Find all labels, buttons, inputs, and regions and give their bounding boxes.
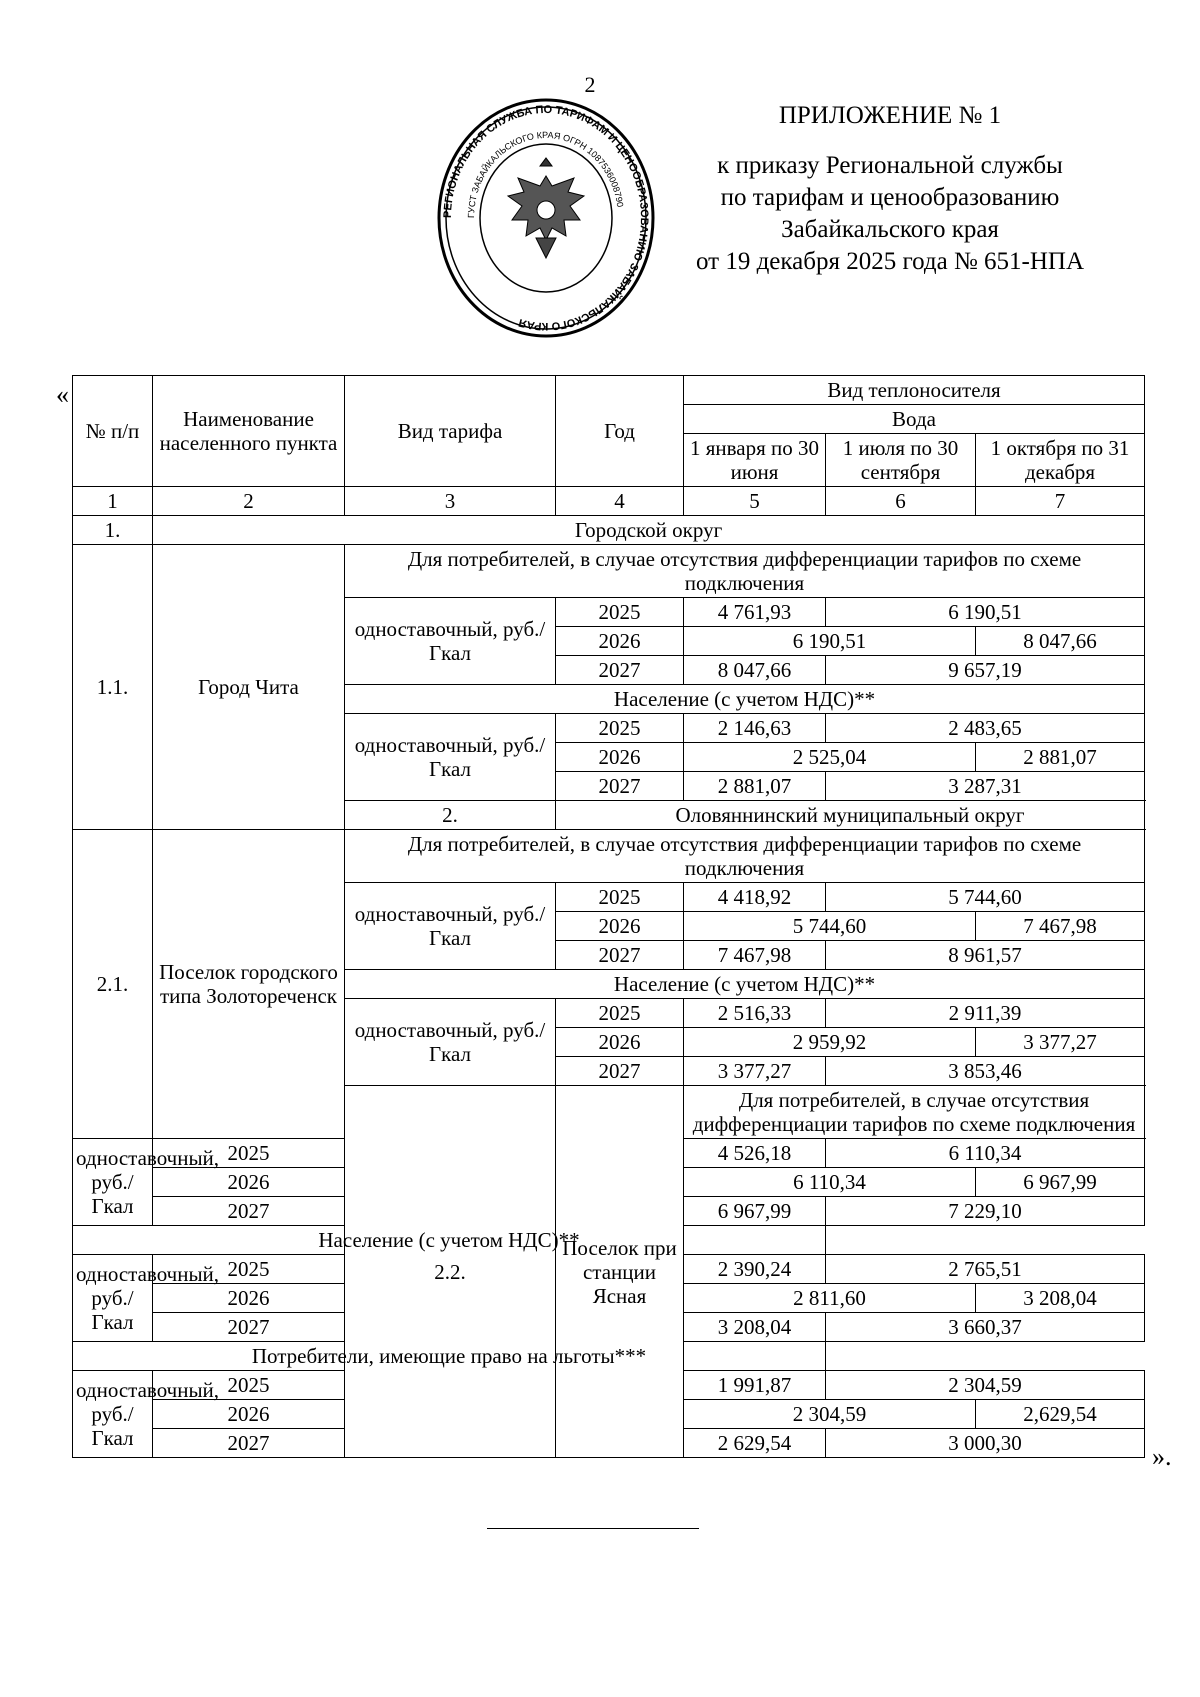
group-label: Для потребителей, в случае отсутствия дифференциации тарифов по схеме подключения — [345, 830, 1145, 883]
row-num: 1.1. — [73, 545, 153, 830]
tariff-value: 5 744,60 — [684, 912, 976, 941]
tariff-value: 2 881,07 — [976, 743, 1145, 772]
header-line: Забайкальского края — [781, 216, 999, 243]
tariff-type: одноставочный, руб./Гкал — [73, 1371, 153, 1458]
tariff-value: 3 287,31 — [826, 772, 1145, 801]
column-numbers-row — [73, 487, 1145, 516]
tariff-value: 2 146,63 — [684, 714, 826, 743]
tariff-type: одноставочный, руб./Гкал — [345, 883, 556, 970]
section-row — [73, 516, 1145, 545]
tariff-value: 2 525,04 — [684, 743, 976, 772]
row-num: 2.1. — [73, 830, 153, 1139]
header-period-2: 1 июля по 30 сентября — [826, 434, 976, 487]
year-cell: 2026 — [153, 1284, 345, 1313]
header-line: по тарифам и ценообразованию — [720, 184, 1060, 211]
year-cell: 2025 — [556, 883, 684, 912]
tariff-value: 2 304,59 — [684, 1400, 976, 1429]
header-line: от 19 декабря 2025 года № 651-НПА — [695, 248, 1085, 275]
tariff-value: 7 467,98 — [976, 912, 1145, 941]
year-cell: 2027 — [556, 656, 684, 685]
year-cell: 2027 — [153, 1429, 345, 1458]
year-cell: 2027 — [556, 1057, 684, 1086]
eagle-emblem-icon — [508, 158, 584, 258]
year-cell: 2026 — [153, 1400, 345, 1429]
tariff-value: 2 629,54 — [684, 1429, 826, 1458]
footer-divider — [487, 1528, 699, 1529]
tariff-value: 3 377,27 — [976, 1028, 1145, 1057]
header-year: Год — [556, 376, 684, 487]
tariff-value: 2,629,54 — [976, 1400, 1145, 1429]
tariff-value: 2 765,51 — [826, 1255, 1145, 1284]
year-cell: 2026 — [556, 743, 684, 772]
group-label: Население (с учетом НДС)** — [73, 1226, 826, 1255]
header-tariff-type: Вид тарифа — [345, 376, 556, 487]
tariff-value: 7 229,10 — [826, 1197, 1145, 1226]
tariff-type: одноставочный, руб./Гкал — [345, 999, 556, 1086]
header-water: Вода — [684, 405, 1145, 434]
tariff-value: 8 047,66 — [684, 656, 826, 685]
group-label: Население (с учетом НДС)** — [345, 685, 1145, 714]
year-cell: 2025 — [153, 1255, 345, 1284]
header-period-3: 1 октября по 31 декабря — [976, 434, 1145, 487]
tariff-value: 8 961,57 — [826, 941, 1145, 970]
column-number: 1 — [73, 487, 153, 516]
column-number: 5 — [684, 487, 826, 516]
page-number: 2 — [584, 72, 596, 97]
tariff-value: 6 110,34 — [684, 1168, 976, 1197]
appendix-title: ПРИЛОЖЕНИЕ № 1 — [778, 102, 1002, 129]
group-label: Население (с учетом НДС)** — [345, 970, 1145, 999]
column-number: 6 — [826, 487, 976, 516]
tariff-type: одноставочный, руб./Гкал — [345, 598, 556, 685]
tariff-value: 9 657,19 — [826, 656, 1145, 685]
year-cell: 2026 — [556, 1028, 684, 1057]
section-name: Оловяннинский муниципальный округ — [556, 801, 1145, 830]
tariff-value: 3 208,04 — [976, 1284, 1145, 1313]
year-cell: 2025 — [556, 714, 684, 743]
tariff-value: 6 190,51 — [826, 598, 1145, 627]
tariff-type: одноставочный, руб./Гкал — [73, 1255, 153, 1342]
year-cell: 2026 — [556, 627, 684, 656]
tariff-value: 3 377,27 — [684, 1057, 826, 1086]
header-settlement: Наименование населенного пункта — [153, 376, 345, 487]
header-num: № п/п — [73, 376, 153, 487]
year-cell: 2027 — [556, 772, 684, 801]
tariff-value: 2 911,39 — [826, 999, 1145, 1028]
settlement-name: Город Чита — [153, 545, 345, 830]
group-label: Потребители, имеющие право на льготы*** — [73, 1342, 826, 1371]
tariff-value: 6 110,34 — [826, 1139, 1145, 1168]
year-cell: 2025 — [556, 598, 684, 627]
header-heat-carrier: Вид теплоносителя — [684, 376, 1145, 405]
official-seal — [436, 88, 656, 348]
settlement-name: Поселок городского типа Золотореченск — [153, 830, 345, 1139]
tariff-value: 2 959,92 — [684, 1028, 976, 1057]
tariff-value: 2 881,07 — [684, 772, 826, 801]
year-cell: 2025 — [556, 999, 684, 1028]
tariff-value: 2 811,60 — [684, 1284, 976, 1313]
tariff-value: 2 304,59 — [826, 1371, 1145, 1400]
tariff-value: 5 744,60 — [826, 883, 1145, 912]
section-num: 2. — [345, 801, 556, 830]
tariff-value: 6 190,51 — [684, 627, 976, 656]
tariff-value: 2 516,33 — [684, 999, 826, 1028]
section-name: Городской округ — [153, 516, 1145, 545]
tariff-value: 3 660,37 — [826, 1313, 1145, 1342]
tariff-value: 4 526,18 — [684, 1139, 826, 1168]
tariff-value: 2 483,65 — [826, 714, 1145, 743]
tariff-type: одноставочный, руб./Гкал — [345, 714, 556, 801]
row-num: 2.2. — [345, 1086, 556, 1458]
group-label: Для потребителей, в случае отсутствия дифференциации тарифов по схеме подключения — [684, 1086, 1145, 1139]
tariff-value: 4 418,92 — [684, 883, 826, 912]
year-cell: 2027 — [556, 941, 684, 970]
tariff-table — [72, 375, 1145, 1458]
seal-inner-text: ГУСТ ЗАБАЙКАЛЬСКОГО КРАЯ ОГРН 1087536008790 — [465, 129, 626, 219]
tariff-value: 2 390,24 — [684, 1255, 826, 1284]
tariff-value: 7 467,98 — [684, 941, 826, 970]
tariff-value: 3 000,30 — [826, 1429, 1145, 1458]
tariff-value: 1 991,87 — [684, 1371, 826, 1400]
year-cell: 2026 — [153, 1168, 345, 1197]
tariff-value: 3 208,04 — [684, 1313, 826, 1342]
year-cell: 2025 — [153, 1139, 345, 1168]
opening-quote: « — [56, 380, 69, 409]
column-number: 7 — [976, 487, 1145, 516]
settlement-name: Поселок при станции Ясная — [556, 1086, 684, 1458]
column-number: 3 — [345, 487, 556, 516]
year-cell: 2026 — [556, 912, 684, 941]
header-period-1: 1 января по 30 июня — [684, 434, 826, 487]
seal-outer-text: РЕГИОНАЛЬНАЯ СЛУЖБА ПО ТАРИФАМ И ЦЕНООБРАЗОВАНИЮ ЗАБАЙКАЛЬСКОГО КРАЯ — [441, 103, 651, 333]
tariff-value: 3 853,46 — [826, 1057, 1145, 1086]
column-number: 4 — [556, 487, 684, 516]
section-num: 1. — [73, 516, 153, 545]
year-cell: 2025 — [153, 1371, 345, 1400]
year-cell: 2027 — [153, 1313, 345, 1342]
document-header — [640, 100, 1140, 278]
tariff-value: 4 761,93 — [684, 598, 826, 627]
closing-quote: ». — [1152, 1442, 1172, 1471]
tariff-value: 8 047,66 — [976, 627, 1145, 656]
tariff-value: 6 967,99 — [976, 1168, 1145, 1197]
tariff-value: 6 967,99 — [684, 1197, 826, 1226]
header-line: к приказу Региональной службы — [717, 152, 1063, 179]
year-cell: 2027 — [153, 1197, 345, 1226]
tariff-type: одноставочный, руб./Гкал — [73, 1139, 153, 1226]
column-number: 2 — [153, 487, 345, 516]
group-label: Для потребителей, в случае отсутствия дифференциации тарифов по схеме подключения — [345, 545, 1145, 598]
